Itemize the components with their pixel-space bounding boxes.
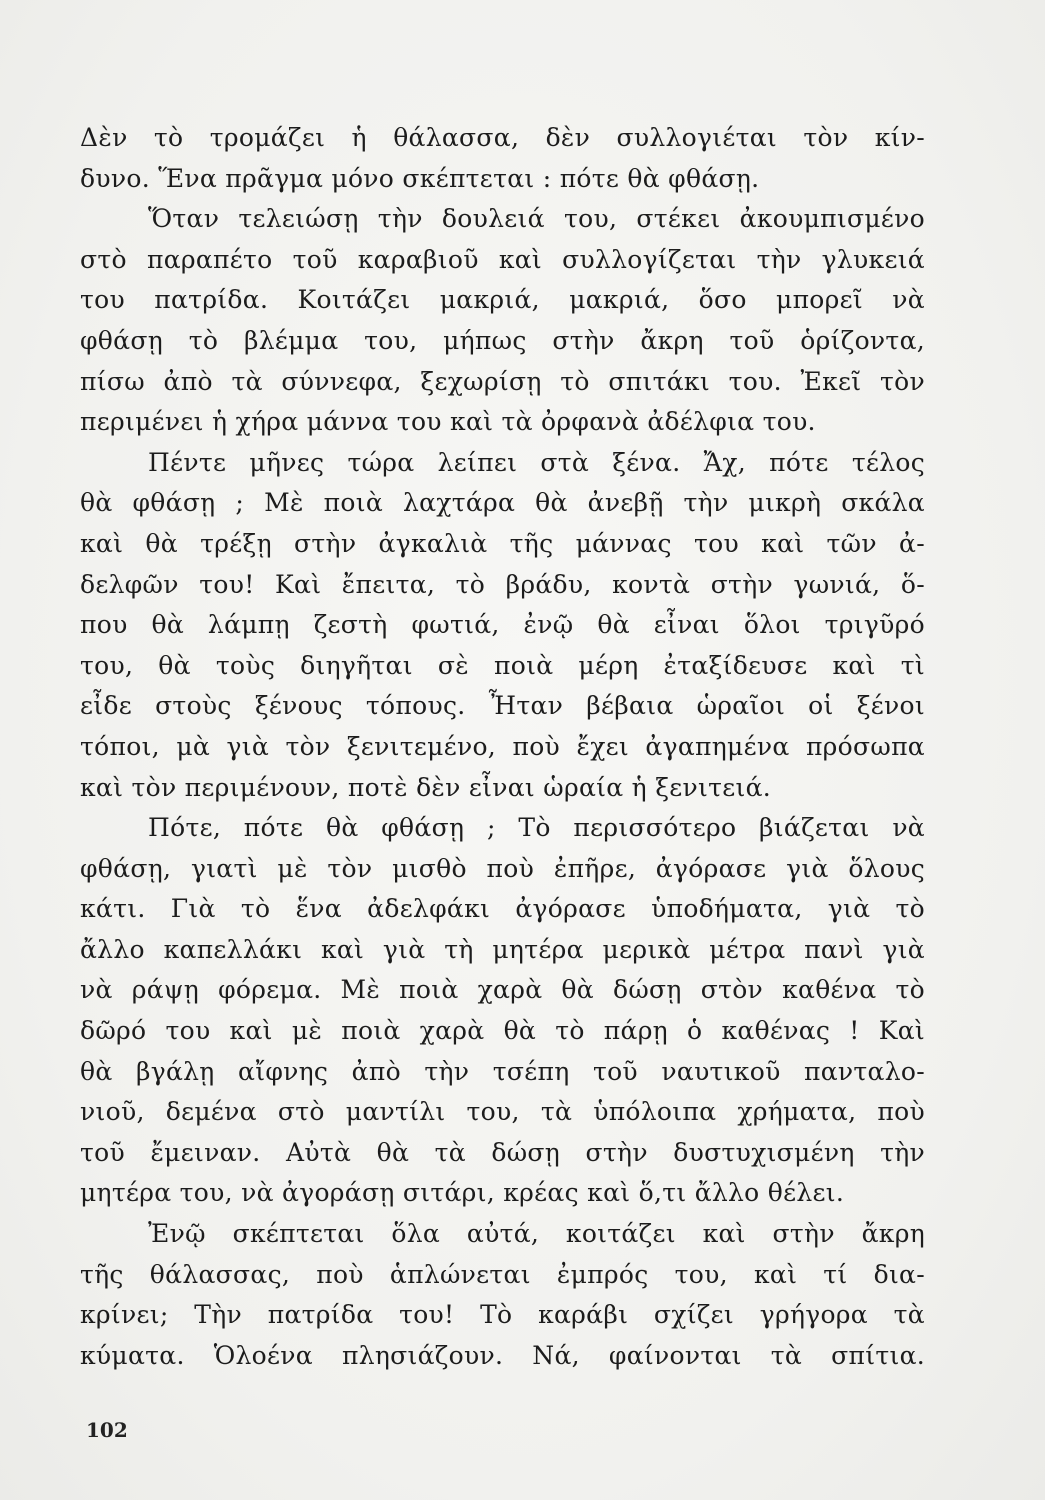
text-paragraph — [80, 1214, 925, 1376]
text-line: του πατρίδα. Κοιτάζει μακριά, μακριά, ὅσο μπορεῖ νὰ — [80, 285, 925, 315]
text-line: δυνο. Ἕνα πρᾶγμα μόνο σκέπτεται : πότε θὰ φθάσῃ. — [80, 163, 760, 193]
text-paragraph — [80, 199, 925, 443]
text-line: εἶδε στοὺς ξένους τόπους. Ἦταν βέβαια ὡραῖοι οἱ ξένοι — [80, 691, 925, 721]
text-line: μητέρα του, νὰ ἀγοράσῃ σιτάρι, κρέας καὶ ὅ,τι ἄλλο θέλει. — [80, 1178, 845, 1208]
text-line: Πέντε μῆνες τώρα λείπει στὰ ξένα. Ἄχ, πότε τέλος — [148, 447, 925, 477]
text-line: καὶ θὰ τρέξῃ στὴν ἀγκαλιὰ τῆς μάννας του καὶ τῶν ἀ- — [80, 528, 925, 558]
text-paragraph — [80, 443, 925, 808]
text-line: κρίνει; Τὴν πατρίδα του! Τὸ καράβι σχίζει γρήγορα τὰ — [80, 1300, 925, 1330]
text-line: πίσω ἀπὸ τὰ σύννεφα, ξεχωρίσῃ τὸ σπιτάκι του. Ἐκεῖ τὸν — [80, 366, 925, 396]
text-paragraph — [80, 808, 925, 1214]
text-line: Ὅταν τελειώσῃ τὴν δουλειά του, στέκει ἀκουμπισμένο — [148, 204, 925, 234]
text-line: Ἐνῷ σκέπτεται ὅλα αὐτά, κοιτάζει καὶ στὴν ἄκρη — [148, 1219, 925, 1249]
text-line: στὸ παραπέτο τοῦ καραβιοῦ καὶ συλλογίζεται τὴν γλυκειά — [80, 244, 925, 274]
text-paragraph — [80, 118, 925, 199]
text-line: δῶρό του καὶ μὲ ποιὰ χαρὰ θὰ τὸ πάρῃ ὁ καθένας ! Καὶ — [80, 1016, 925, 1046]
page-number: 102 — [86, 1418, 128, 1442]
text-line: Δὲν τὸ τρομάζει ἡ θάλασσα, δὲν συλλογιέται τὸν κίν- — [80, 123, 925, 152]
text-line: νιοῦ, δεμένα στὸ μαντίλι του, τὰ ὑπόλοιπα χρήματα, ποὺ — [80, 1097, 925, 1127]
text-line: ἄλλο καπελλάκι καὶ γιὰ τὴ μητέρα μερικὰ μέτρα πανὶ γιὰ — [80, 934, 925, 964]
text-line: κάτι. Γιὰ τὸ ἕνα ἀδελφάκι ἀγόρασε ὑποδήματα, γιὰ τὸ — [80, 894, 925, 924]
text-line: φθάσῃ, γιατὶ μὲ τὸν μισθὸ ποὺ ἐπῆρε, ἀγόρασε γιὰ ὅλους — [80, 853, 925, 883]
body-text — [80, 118, 925, 1376]
text-line: δελφῶν του! Καὶ ἔπειτα, τὸ βράδυ, κοντὰ στὴν γωνιά, ὅ- — [80, 569, 925, 599]
text-line: καὶ τὸν περιμένουν, ποτὲ δὲν εἶναι ὡραία ἡ ξενιτειά. — [80, 772, 772, 802]
text-line: τῆς θάλασσας, ποὺ ἁπλώνεται ἐμπρός του, καὶ τί δια- — [80, 1259, 925, 1289]
text-line: νὰ ράψῃ φόρεμα. Μὲ ποιὰ χαρὰ θὰ δώσῃ στὸν καθένα τὸ — [80, 975, 925, 1005]
text-line: του, θὰ τοὺς διηγῆται σὲ ποιὰ μέρη ἐταξίδευσε καὶ τὶ — [80, 650, 925, 680]
text-line: θὰ φθάσῃ ; Μὲ ποιὰ λαχτάρα θὰ ἀνεβῇ τὴν μικρὴ σκάλα — [80, 488, 925, 518]
text-line: τοῦ ἔμειναν. Αὐτὰ θὰ τὰ δώσῃ στὴν δυστυχισμένη τὴν — [80, 1137, 925, 1167]
text-line: θὰ βγάλῃ αἴφνης ἀπὸ τὴν τσέπη τοῦ ναυτικοῦ πανταλο- — [80, 1056, 925, 1086]
text-line: φθάσῃ τὸ βλέμμα του, μήπως στὴν ἄκρη τοῦ ὁρίζοντα, — [80, 325, 925, 355]
text-line: κύματα. Ὁλοένα πλησιάζουν. Νά, φαίνονται τὰ σπίτια. — [80, 1340, 925, 1370]
text-line: Πότε, πότε θὰ φθάσῃ ; Τὸ περισσότερο βιάζεται νὰ — [148, 813, 925, 843]
text-line: τόποι, μὰ γιὰ τὸν ξενιτεμένο, ποὺ ἔχει ἀγαπημένα πρόσωπα — [80, 731, 925, 761]
text-line: που θὰ λάμπῃ ζεστὴ φωτιά, ἐνῷ θὰ εἶναι ὅλοι τριγῦρό — [80, 610, 925, 640]
text-line: περιμένει ἡ χήρα μάννα του καὶ τὰ ὀρφανὰ ἀδέλφια του. — [80, 407, 816, 437]
